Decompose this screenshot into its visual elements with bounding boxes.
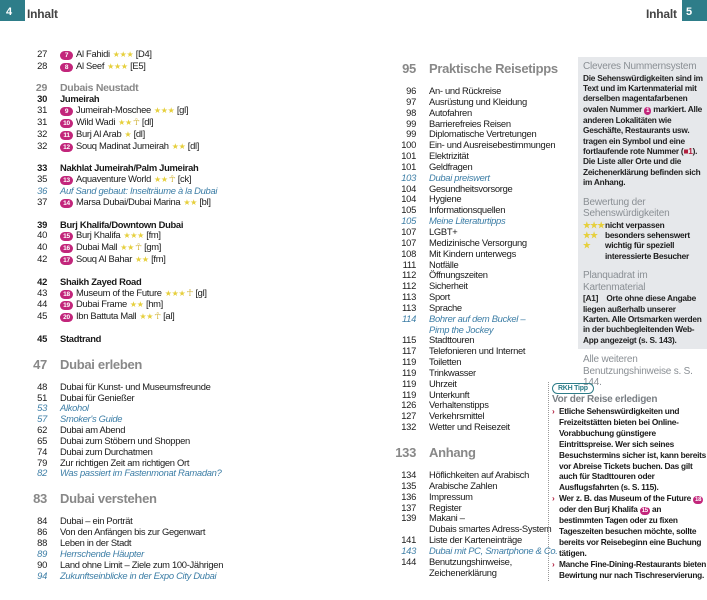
page-number: 62	[37, 424, 47, 436]
entry-title: Zeichenerklärung	[429, 566, 497, 578]
entry-title: Dubai zum Durchatmen	[60, 445, 153, 457]
rating-label: besonders sehenswert	[605, 229, 690, 240]
sight-marker-badge: 15	[60, 232, 73, 241]
toc-entry[interactable]	[393, 216, 558, 227]
rating-stars-icon: ★★★	[123, 231, 144, 241]
entry-title: Dubai mit PC, Smartphone & Co.	[429, 544, 558, 556]
entry-title: Leben in der Stadt	[60, 536, 132, 548]
sight-marker-badge: 20	[60, 313, 73, 322]
page-number: 96	[406, 85, 416, 96]
rating-stars-icon: ★★	[139, 312, 154, 322]
entry-text	[60, 311, 174, 323]
page-number: 111	[402, 258, 416, 270]
infobox-text: Die Sehenswürdigkeiten sind im Text und im Kartenmaterial mit derselben magentafarbenen ovalen Nummer 1 markiert. Alle anderen Lokalitäten wie Geschäfte, Restaurants usw. tragen ein Symbol und eine fortlaufende rote Nummer (■1). Die Liste aller Orte und die Zeichenerklärung befinden sich im Anhang.	[583, 72, 703, 188]
page-number: 126	[401, 399, 416, 411]
entry-title: Anhang	[429, 445, 476, 460]
page-number-right: 5	[686, 6, 693, 18]
entry-text	[429, 568, 497, 579]
entry-title: Souq Al Bahar	[76, 253, 133, 265]
entry-title: LGBT+	[429, 225, 458, 237]
sight-marker-badge: 8	[60, 63, 73, 72]
entry-title: Smoker's Guide	[60, 413, 123, 425]
page-number: 134	[401, 469, 416, 480]
sight-marker-badge: 17	[60, 256, 73, 265]
entry-title: Dubais Neustadt	[60, 82, 139, 95]
page-number: 112	[401, 280, 416, 292]
toc-entry[interactable]	[393, 346, 558, 357]
grid-reference: [dl]	[133, 127, 145, 139]
page-number: 79	[37, 456, 47, 468]
entry-title: Dubai am Abend	[60, 424, 126, 436]
entry-title: Burj Al Arab	[76, 127, 122, 139]
toc-section-heading[interactable]	[393, 445, 558, 461]
grid-reference: [ck]	[177, 173, 192, 185]
entry-title: Nakhlat Jumeirah/Palm Jumeirah	[60, 162, 199, 174]
page-number: 119	[401, 366, 416, 378]
entry-text	[60, 254, 166, 266]
page-number: 137	[401, 501, 416, 513]
rating-label: wichtig für speziell interessierte Besucher	[605, 240, 689, 261]
entry-title: Arabische Zahlen	[429, 479, 498, 491]
entry-title: Dubai erleben	[60, 356, 143, 372]
toc-entry[interactable]	[393, 379, 558, 390]
page-number: 99	[406, 117, 416, 129]
page-number: 27	[37, 48, 47, 59]
page-number: 143	[401, 544, 416, 556]
header-band-left	[0, 0, 25, 21]
entry-title: Praktische Reisetipps	[429, 61, 558, 76]
entry-title: Barrierefreies Reisen	[429, 117, 511, 129]
entry-title: Benutzungshinweise,	[429, 555, 512, 567]
page-number: 144	[401, 555, 416, 567]
page-number: 107	[401, 236, 416, 248]
entry-text	[60, 61, 146, 73]
entry-title: Burj Khalifa/Downtown Dubai	[60, 218, 184, 230]
entry-title: Dubai für Genießer	[60, 391, 135, 403]
page-number: 104	[401, 182, 416, 194]
entry-title: Stadtrand	[60, 332, 102, 344]
toc-entry[interactable]	[20, 105, 223, 117]
grid-reference: [E5]	[130, 59, 146, 71]
running-title-left: Inhalt	[27, 7, 58, 21]
marker-badge: 15	[641, 508, 648, 515]
entry-title: Register	[429, 501, 462, 513]
rating-stars-icon: ★★	[135, 255, 149, 265]
child-friendly-icon: ☥	[132, 116, 140, 128]
entry-title: Dubais smartes Adress-System	[429, 523, 552, 535]
tip-badge: RKH Tipp	[552, 383, 594, 394]
entry-title: Sicherheit	[429, 280, 468, 292]
rating-stars-icon: ★★	[129, 300, 144, 310]
toc-entry[interactable]	[393, 184, 558, 195]
toc-entry[interactable]	[20, 117, 223, 129]
page-number: 104	[401, 193, 416, 205]
infobox-text: [A1] Orte ohne diese Angabe liegen außerhalb unserer Karten. Alle Ortsmarken werden in der buchbegleitenden Web-App angezeigt (s. S. 143).	[583, 293, 704, 345]
entry-title: Auf Sand gebaut: Inselträume à la Dubai	[60, 185, 218, 197]
grid-reference: [hm]	[145, 298, 163, 310]
toc-entry[interactable]	[393, 481, 558, 492]
rating-stars-icon: ★	[583, 240, 591, 251]
page-number: 47	[33, 356, 47, 372]
rating-stars-icon: ★★	[118, 118, 132, 128]
page-number: 113	[401, 291, 416, 303]
toc-entry[interactable]	[393, 292, 558, 303]
page-number: 40	[37, 229, 47, 241]
entry-title: Ausrüstung und Kleidung	[429, 95, 527, 107]
page-number: 113	[401, 301, 416, 313]
toc-entry[interactable]	[20, 254, 223, 266]
child-friendly-icon: ☥	[186, 286, 194, 298]
rating-stars-icon: ★★	[153, 175, 168, 185]
marker-badge: 1	[646, 107, 650, 114]
page-number: 48	[37, 380, 47, 392]
page-number: 101	[401, 160, 416, 172]
child-friendly-icon: ☥	[135, 241, 142, 253]
grid-reference: [gl]	[195, 286, 207, 298]
sight-marker-badge: 13	[60, 176, 73, 185]
sight-marker-badge: 10	[60, 119, 73, 128]
grid-reference: [gm]	[144, 241, 162, 253]
page-number: 84	[37, 515, 47, 527]
page-number: 136	[401, 490, 416, 502]
toc-entry[interactable]	[20, 311, 223, 323]
page-number: 45	[37, 332, 47, 344]
page-number: 132	[401, 421, 416, 433]
toc-entry[interactable]	[393, 249, 558, 260]
entry-title: Autofahren	[429, 106, 472, 118]
page-number: 51	[37, 391, 47, 403]
entry-title: Liste der Karteneinträge	[429, 534, 522, 546]
page-number: 28	[37, 59, 47, 71]
rating-stars-icon: ★★★	[583, 219, 605, 230]
page-number: 29	[35, 82, 47, 95]
grid-reference: [bl]	[199, 195, 211, 207]
entry-title: Land ohne Limit – Ziele zum 100-Jährigen	[60, 558, 224, 570]
toc-left-column	[20, 49, 223, 581]
page-number: 139	[401, 512, 416, 524]
page-number: 105	[401, 204, 416, 216]
page-number: 114	[401, 312, 416, 324]
toc-entry[interactable]	[20, 334, 223, 345]
grid-reference: [dl]	[141, 116, 154, 128]
child-friendly-icon: ☥	[168, 173, 176, 185]
entry-title: Jumeirah	[60, 93, 100, 105]
tip-bullet: › Wer z. B. das Museum of the Future 18 oder den Burj Khalifa 15 an bestimmten Tagen oder zu fixen Tageszeiten besuchen möchte, sollte bereits vor Reisebeginn eine Buchung tätigen.	[552, 493, 702, 558]
page-number: 107	[401, 225, 416, 237]
toc-entry[interactable]	[393, 281, 558, 292]
entry-title: Stadttouren	[429, 334, 475, 346]
rating-legend-row	[583, 230, 703, 240]
toc-entry[interactable]	[20, 393, 223, 404]
toc-section-heading[interactable]	[393, 61, 558, 77]
entry-title: Öffnungszeiten	[429, 269, 488, 281]
entry-title: Meine Literaturtipps	[429, 215, 506, 227]
page-number: 86	[37, 526, 47, 538]
sight-marker-badge: 16	[60, 244, 73, 253]
entry-text	[60, 334, 101, 345]
rating-legend-row	[583, 220, 703, 230]
sight-marker-badge: 18	[60, 290, 73, 299]
entry-title: Dubai Frame	[76, 298, 127, 310]
entry-title: Zur richtigen Zeit am richtigen Ort	[60, 456, 190, 468]
page-number: 133	[395, 445, 416, 460]
entry-title: Von den Anfängen bis zur Gegenwart	[60, 526, 206, 538]
marker-badge: 18	[695, 497, 702, 504]
entry-text	[60, 197, 211, 209]
infobox-heading: Planquadrat im Kartenmaterial	[583, 270, 648, 293]
page-number: 119	[401, 356, 416, 368]
page-number: 103	[401, 171, 416, 183]
entry-title: Höflichkeiten auf Arabisch	[429, 469, 530, 480]
grid-reference: [fm]	[146, 229, 161, 241]
infobox-heading: Cleveres Nummernsystem	[583, 61, 697, 72]
arrow-icon: ›	[552, 406, 555, 416]
page-number: 141	[401, 534, 416, 546]
entry-title: An- und Rückreise	[429, 85, 502, 96]
entry-title: Zukunftseinblicke in der Expo City Dubai	[60, 569, 217, 581]
page-number: 99	[406, 128, 416, 140]
entry-title: Dubai – ein Porträt	[60, 515, 133, 527]
entry-text	[60, 141, 199, 153]
toc-entry[interactable]	[393, 151, 558, 162]
entry-title: Museum of the Future	[76, 286, 162, 298]
toc-entry[interactable]	[393, 97, 558, 108]
page-number: 88	[37, 536, 47, 548]
page-number: 57	[37, 413, 47, 425]
page-number: 112	[401, 269, 416, 281]
rating-legend	[583, 220, 703, 262]
entry-title: Elektrizität	[429, 150, 469, 162]
child-friendly-icon: ☥	[154, 310, 161, 322]
page-number: 32	[37, 127, 47, 139]
entry-title: Ein- und Ausreisebestimmungen	[429, 139, 556, 151]
toc-section-heading[interactable]	[20, 491, 223, 507]
sight-marker-badge: 14	[60, 199, 73, 208]
infobox-heading: Bewertung der Sehenswürdigkeiten	[583, 196, 670, 220]
toc-entry[interactable]	[393, 492, 558, 503]
page-number: 90	[37, 558, 47, 570]
toc-entry[interactable]	[20, 141, 223, 153]
legend-infobox	[578, 57, 707, 389]
rating-stars-icon: ★★	[583, 229, 598, 240]
page-number: 45	[37, 310, 47, 322]
entry-title: Dubai für Kunst- und Museumsfreunde	[60, 380, 211, 392]
toc-entry[interactable]	[20, 49, 223, 61]
entry-title: Makani –	[429, 512, 465, 524]
entry-title: Alkohol	[60, 402, 89, 414]
toc-entry[interactable]	[393, 325, 558, 336]
entry-title: Bohrer auf dem Buckel –	[429, 312, 526, 324]
rating-stars-icon: ★★★	[107, 61, 128, 71]
grid-reference: [D4]	[135, 48, 152, 59]
entry-title: Dubai zum Stöbern und Shoppen	[60, 434, 190, 446]
rating-stars-icon: ★★	[183, 197, 198, 207]
page-number: 101	[401, 150, 416, 162]
entry-title: Dubai verstehen	[60, 491, 157, 507]
page-number: 44	[37, 298, 47, 310]
entry-title: Wetter und Reisezeit	[429, 421, 510, 433]
page-number: 31	[37, 104, 47, 116]
page-number: 40	[37, 241, 47, 253]
entry-title: Wild Wadi	[76, 116, 116, 128]
entry-title: Geldfragen	[429, 160, 473, 172]
sight-marker-badge: 12	[60, 143, 73, 152]
entry-title: Verhaltenstipps	[429, 399, 489, 411]
grid-reference: [al]	[163, 310, 175, 322]
entry-title: Al Fahidi	[76, 48, 110, 59]
page-number: 135	[401, 479, 416, 491]
sight-marker-badge: 11	[60, 131, 73, 140]
entry-title: Medizinische Versorgung	[429, 236, 527, 248]
entry-title: Gesundheitsvorsorge	[429, 182, 513, 194]
page-number: 95	[402, 61, 416, 76]
entry-title: Uhrzeit	[429, 377, 457, 389]
page-number-left: 4	[6, 6, 13, 18]
toc-entry[interactable]	[393, 140, 558, 151]
sight-marker-badge: 7	[60, 51, 73, 60]
tip-box	[548, 382, 707, 581]
entry-title: Al Seef	[76, 59, 105, 71]
sight-marker-badge: 9	[60, 107, 73, 116]
entry-text	[429, 61, 558, 77]
rating-stars-icon: ★	[124, 129, 132, 139]
page-number: 94	[37, 569, 47, 581]
page-number: 105	[401, 215, 416, 227]
page-number: 43	[37, 286, 47, 298]
rating-stars-icon: ★★★	[112, 50, 134, 59]
page-number: 30	[37, 93, 47, 105]
entry-title: Informationsquellen	[429, 204, 506, 216]
page-number: 36	[37, 185, 47, 197]
page-number: 115	[401, 334, 416, 346]
toc-entry[interactable]	[20, 220, 223, 231]
page-number: 65	[37, 434, 47, 446]
grid-reference: [fm]	[151, 253, 166, 265]
tip-title: Vor der Reise erledigen	[552, 394, 658, 405]
toc-section-heading[interactable]	[20, 357, 223, 373]
entry-title: Was passiert im Fastenmonat Ramadan?	[60, 467, 222, 479]
entry-title: Aquaventure World	[76, 173, 151, 185]
entry-title: Diplomatische Vertretungen	[429, 128, 537, 140]
page-number: 35	[37, 173, 47, 185]
tip-bullet: › Etliche Sehenswürdigkeiten und Freizeitstätten bieten bei Online-Vorabbuchung günstigere Eintrittspreise. Wer sich seines Besuchstermins sicher ist, kann bereits vor Abreise Tickets buchen. Das gilt auch für Stadttouren oder Ausflugsfahrten (s. S. 115).	[552, 406, 707, 493]
page-number: 119	[401, 377, 416, 389]
entry-text	[60, 468, 222, 479]
toc-entry[interactable]	[393, 503, 558, 514]
page-number: 119	[401, 388, 416, 400]
toc-entry[interactable]	[393, 270, 558, 281]
entry-text	[60, 571, 216, 582]
sight-marker-badge: 19	[60, 301, 73, 310]
page-number: 42	[37, 253, 47, 265]
page-number: 82	[37, 467, 47, 479]
arrow-icon: ›	[552, 493, 555, 504]
page-number: 42	[37, 275, 47, 287]
page-number: 108	[401, 247, 416, 259]
entry-title: Impressum	[429, 490, 473, 502]
entry-text	[60, 357, 142, 373]
page-number	[393, 568, 416, 579]
entry-text	[429, 422, 510, 433]
running-title-right: Inhalt	[646, 7, 677, 21]
entry-title: Trinkwasser	[429, 366, 476, 378]
infobox-heading: Alle weiteren Benutzungshinweise s. S. 144.	[583, 354, 693, 389]
rating-stars-icon: ★★★	[153, 106, 175, 116]
entry-title: Toiletten	[429, 356, 462, 368]
entry-title: Notfälle	[429, 258, 459, 270]
tip-bullet: › Manche Fine-Dining-Restaurants bieten Bewirtung nur nach Tischreservierung.	[552, 558, 707, 580]
toc-entry[interactable]	[20, 571, 223, 582]
entry-title: Ibn Battuta Mall	[76, 310, 137, 322]
page-number: 83	[33, 491, 47, 507]
page-number: 53	[37, 402, 47, 414]
toc-entry[interactable]	[20, 230, 223, 242]
page-number: 117	[401, 345, 416, 357]
page-number: 98	[406, 106, 416, 118]
toc-entry[interactable]	[393, 368, 558, 379]
page-number: 89	[37, 547, 47, 559]
entry-title: Telefonieren und Internet	[429, 345, 526, 357]
rating-label: nicht verpassen	[605, 219, 665, 230]
entry-title: Unterkunft	[429, 388, 470, 400]
toc-middle-column	[393, 49, 558, 578]
grid-reference: [dl]	[187, 139, 200, 151]
entry-title: Sprache	[429, 301, 462, 313]
entry-title: Marsa Dubai/Dubai Marina	[76, 195, 181, 207]
entry-title: Pimp the Jockey	[429, 323, 494, 335]
entry-title: Mit Kindern unterwegs	[429, 247, 516, 259]
entry-title: Herrschende Häupter	[60, 547, 144, 559]
page-number: 100	[401, 139, 416, 151]
entry-title: Verkehrsmittel	[429, 410, 485, 422]
rating-stars-icon: ★★	[120, 243, 135, 253]
page-number: 32	[37, 139, 47, 151]
toc-entry[interactable]	[20, 197, 223, 209]
toc-entry[interactable]	[20, 468, 223, 479]
page-number: 39	[37, 218, 47, 230]
entry-title: Souq Madinat Jumeirah	[76, 139, 169, 151]
rating-stars-icon: ★★	[171, 141, 186, 151]
entry-text	[429, 445, 476, 461]
page-number: 31	[37, 116, 47, 128]
toc-entry[interactable]	[20, 61, 223, 73]
entry-text	[60, 491, 157, 507]
entry-title: Jumeirah-Moschee	[76, 104, 151, 116]
entry-title: Dubai preiswert	[429, 171, 490, 183]
page-number: 74	[37, 445, 47, 457]
toc-entry[interactable]	[393, 422, 558, 433]
entry-title: Burj Khalifa	[76, 229, 121, 241]
toc-entry[interactable]	[20, 83, 223, 94]
rating-stars-icon: ★★★	[164, 288, 186, 298]
entry-title: Dubai Mall	[76, 241, 118, 253]
page-number: 127	[401, 410, 416, 422]
page-number: 97	[406, 95, 416, 107]
page-number: 37	[37, 195, 47, 207]
arrow-icon: ›	[552, 558, 555, 569]
entry-title: Hygiene	[429, 193, 462, 205]
entry-title: Shaikh Zayed Road	[60, 275, 142, 287]
entry-title: Sport	[429, 291, 450, 303]
red-marker-symbol: ■1	[683, 145, 693, 156]
toc-entry[interactable]	[393, 568, 558, 579]
rating-legend-row	[583, 240, 703, 261]
grid-reference: [gl]	[176, 104, 189, 116]
page-number: 33	[37, 162, 47, 174]
